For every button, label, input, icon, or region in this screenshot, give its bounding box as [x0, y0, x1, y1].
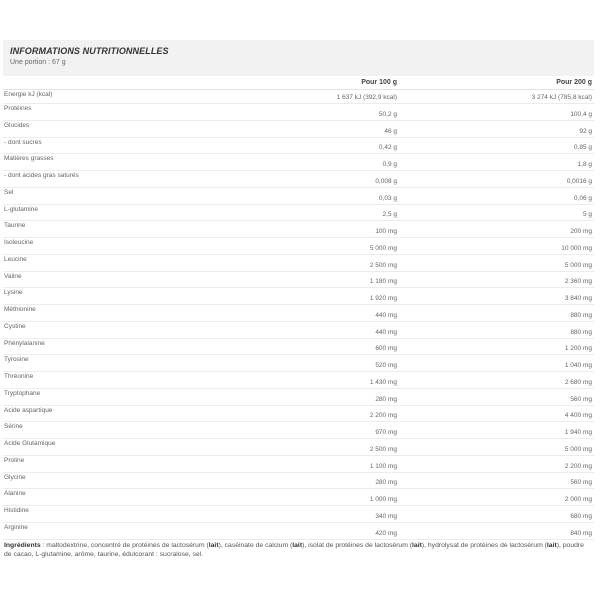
value-100g: 46 g — [384, 127, 397, 135]
nutrient-label: Leucine — [4, 255, 27, 263]
table-row — [3, 439, 594, 456]
nutrient-label: Energie kJ (kcal) — [4, 91, 53, 98]
nutrient-label: Thréonine — [4, 373, 34, 380]
value-200g: 840 mg — [570, 529, 592, 537]
table-row — [3, 355, 594, 372]
table-row — [3, 154, 594, 171]
nutrient-label: Proline — [4, 456, 25, 464]
value-200g: 0,0016 g — [566, 177, 592, 185]
nutrient-label: Cystine — [4, 322, 26, 330]
column-header-200g: Pour 200 g — [556, 79, 592, 86]
table-row — [3, 305, 594, 322]
value-200g: 5 g — [582, 211, 592, 219]
column-header-100g: Pour 100 g — [361, 79, 397, 86]
nutrient-label: Glucides — [4, 121, 30, 129]
value-100g: 1 430 mg — [369, 378, 397, 386]
value-100g: 100 mg — [375, 228, 397, 235]
table-row — [3, 322, 594, 339]
value-100g: 520 mg — [375, 362, 397, 369]
nutrient-label: Alanine — [4, 490, 26, 498]
allergen-milk: lait — [412, 542, 422, 549]
nutrient-label: Lysine — [4, 289, 23, 297]
table-row — [3, 389, 594, 406]
value-100g: 2 200 mg — [369, 412, 397, 420]
allergen-milk: lait — [292, 542, 303, 549]
ingredients-text — [4, 541, 592, 559]
table-row — [3, 205, 594, 222]
value-200g: 4 400 mg — [564, 412, 592, 420]
value-100g: 1 637 kJ (392,9 kcal) — [336, 94, 397, 101]
value-100g: 440 mg — [375, 328, 397, 336]
value-100g: 0,03 g — [378, 194, 397, 202]
value-100g: 0,42 g — [378, 144, 397, 152]
allergen-milk: lait — [208, 542, 219, 549]
value-100g: 2 500 mg — [369, 445, 397, 453]
value-200g: 1 200 mg — [564, 345, 592, 353]
value-200g: 5 000 mg — [564, 445, 592, 453]
value-200g: 680 mg — [570, 512, 592, 520]
value-100g: 340 mg — [375, 512, 397, 520]
nutrient-label: Protéines — [4, 105, 32, 112]
nutrient-label: Matières grasses — [4, 155, 54, 163]
nutrient-label: - dont acides gras saturés — [4, 172, 79, 179]
nutrient-label: Phénylalanine — [4, 339, 45, 347]
ingredients-part: ), isolat de protéines de lactosérum ( — [302, 542, 413, 549]
table-row — [3, 255, 594, 272]
table-row — [3, 104, 594, 121]
value-100g: 1 180 mg — [369, 278, 397, 286]
table-row — [3, 138, 594, 155]
value-200g: 100,4 g — [570, 110, 592, 118]
value-100g: 1 000 mg — [369, 496, 397, 503]
value-100g: 280 mg — [375, 479, 397, 487]
table-row — [3, 288, 594, 305]
table-row — [3, 456, 594, 473]
value-200g: 10 000 mg — [561, 244, 592, 252]
nutrient-label: Tyrosine — [4, 356, 29, 364]
nutrient-label: Sel — [4, 188, 14, 196]
allergen-milk: lait — [546, 542, 557, 549]
value-200g: 3 840 mg — [564, 295, 592, 302]
nutrient-label: Sérine — [4, 423, 23, 431]
value-100g: 5 000 mg — [369, 244, 397, 252]
nutrient-label: Acide aspartique — [4, 406, 53, 414]
nutrition-header — [3, 40, 594, 76]
column-headers — [3, 76, 594, 90]
value-200g: 2 000 mg — [564, 496, 592, 503]
value-100g: 1 100 mg — [369, 462, 397, 470]
table-row — [3, 523, 594, 540]
ingredients-part: : maltodextrine, concentré de protéines de lactosérum ( — [40, 542, 209, 549]
table-row — [3, 422, 594, 439]
nutrient-label: - dont sucres — [4, 138, 42, 146]
table-row — [3, 171, 594, 188]
table-row — [3, 489, 594, 506]
nutrient-label: Acide Glutamique — [4, 440, 56, 447]
nutrient-label: Méthionine — [4, 306, 36, 313]
nutrition-title: INFORMATIONS NUTRITIONNELLES — [10, 46, 169, 56]
value-200g: 560 mg — [570, 395, 592, 403]
value-100g: 970 mg — [375, 429, 397, 436]
nutrient-label: Tryptophane — [4, 389, 41, 397]
value-100g: 50,2 g — [378, 110, 397, 118]
value-200g: 0,85 g — [573, 144, 592, 152]
value-200g: 560 mg — [570, 479, 592, 487]
ingredients-part: ), hydrolysat de protéines de lactosérum ( — [421, 542, 547, 549]
ingredients-part: ), poudre de cacao, L-glutamine, arôme, taurine, édulcorant : sucralose, sel. — [4, 542, 584, 558]
value-100g: 0,008 g — [375, 177, 397, 185]
table-row — [3, 473, 594, 490]
value-200g: 5 000 mg — [564, 261, 592, 269]
table-row — [3, 406, 594, 423]
table-row — [3, 90, 594, 104]
nutrient-label: Taurine — [4, 222, 26, 230]
value-100g: 440 mg — [375, 311, 397, 319]
value-100g: 280 mg — [375, 395, 397, 403]
value-200g: 2 200 mg — [564, 462, 592, 470]
value-200g: 2 360 mg — [564, 278, 592, 286]
nutrient-label: Histidine — [4, 507, 29, 514]
table-row — [3, 238, 594, 255]
table-row — [3, 372, 594, 389]
value-200g: 92 g — [579, 127, 592, 135]
value-200g: 1,8 g — [577, 161, 592, 168]
table-row — [3, 188, 594, 205]
value-100g: 0,9 g — [382, 161, 397, 168]
table-row — [3, 221, 594, 238]
value-200g: 1 940 mg — [564, 429, 592, 436]
value-200g: 1 040 mg — [564, 362, 592, 369]
value-200g: 880 mg — [570, 328, 592, 336]
table-row — [3, 121, 594, 138]
value-100g: 2 500 mg — [369, 261, 397, 269]
value-200g: 0,06 g — [573, 194, 592, 202]
table-row — [3, 339, 594, 356]
nutrient-label: Glycine — [4, 473, 26, 481]
value-200g: 200 mg — [570, 228, 592, 235]
value-200g: 880 mg — [570, 311, 592, 319]
table-row — [3, 272, 594, 289]
nutrient-label: Isoleucine — [4, 239, 34, 246]
value-200g: 2 680 mg — [564, 378, 592, 386]
nutrition-table-body — [3, 90, 594, 540]
nutrient-label: Valine — [4, 272, 22, 280]
table-row — [3, 506, 594, 523]
ingredients-label: Ingrédients — [4, 542, 41, 549]
value-200g: 3 274 kJ (785,8 kcal) — [531, 94, 592, 101]
nutrition-panel — [3, 40, 594, 540]
value-100g: 1 920 mg — [369, 295, 397, 302]
nutrient-label: L-glutamine — [4, 205, 38, 213]
value-100g: 420 mg — [375, 529, 397, 537]
portion-size: Une portion : 67 g — [10, 59, 66, 66]
nutrient-label: Arginine — [4, 523, 28, 531]
value-100g: 600 mg — [375, 345, 397, 353]
ingredients-part: ), caséinate de calcium ( — [218, 542, 293, 549]
value-100g: 2,5 g — [382, 211, 397, 219]
